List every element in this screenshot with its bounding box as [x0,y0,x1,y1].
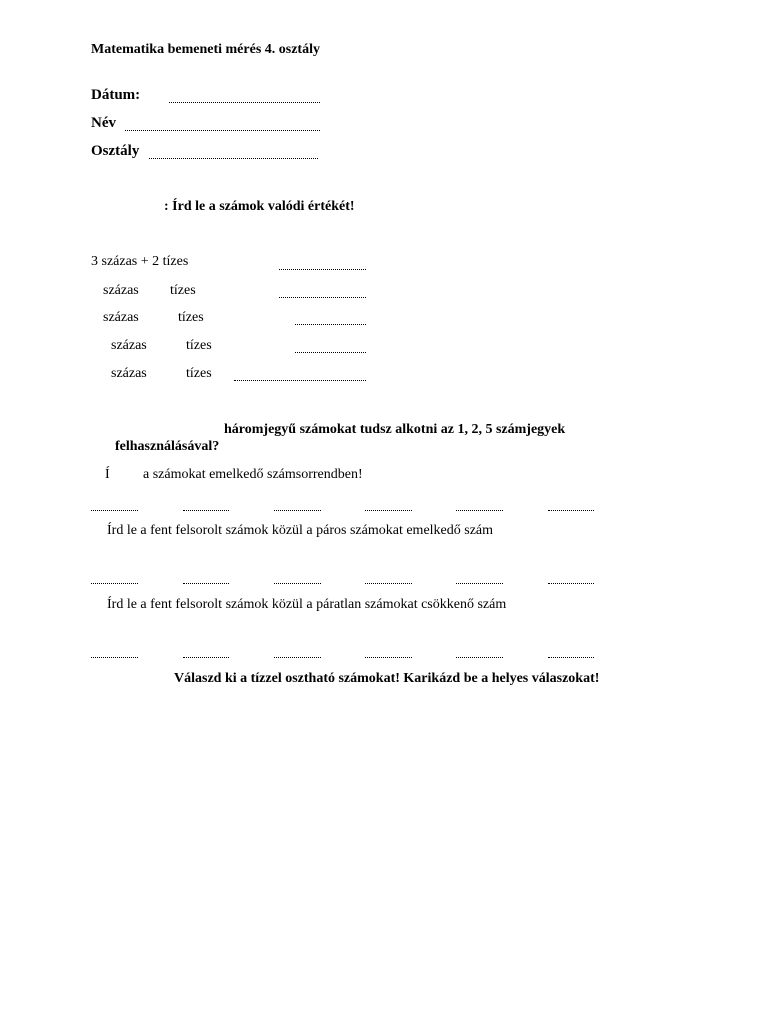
task2a-answer-2[interactable] [183,510,229,511]
task1-row4-hundreds: százas [111,338,147,353]
date-field[interactable] [169,102,320,103]
task2c-instruction: Írd le a fent felsorolt számok közül a páratlan számokat csökkenő szám [107,597,507,612]
task2-question-line2: felhasználásával? [115,439,220,454]
task2c-answer-5[interactable] [456,657,503,658]
page-title: Matematika bemeneti mérés 4. osztály [91,42,320,57]
task1-row2-answer[interactable] [279,297,366,298]
task2-question-line1: háromjegyű számokat tudsz alkotni az 1, 2, 5 számjegyek [224,422,566,437]
task2a-instruction: a számokat emelkedő számsorrendben! [143,467,363,482]
task2a-prefix: Í [105,467,110,482]
task2a-answer-6[interactable] [548,510,594,511]
task2c-answer-6[interactable] [548,657,594,658]
task1-row5-answer[interactable] [234,380,366,381]
task2c-answer-4[interactable] [365,657,412,658]
task3-instruction: Válaszd ki a tízzel osztható számokat! Karikázd be a helyes válaszokat! [174,671,600,686]
task2a-answer-5[interactable] [456,510,503,511]
task1-row1-answer[interactable] [279,269,366,270]
class-label: Osztály [91,143,140,159]
task2a-answer-1[interactable] [91,510,138,511]
name-label: Név [91,115,116,131]
task1-row2-hundreds: százas [103,283,139,298]
task1-row1-label: 3 százas + 2 tízes [91,254,189,269]
task1-row4-tens: tízes [186,338,212,353]
name-field[interactable] [125,130,320,131]
task2b-answer-5[interactable] [456,583,503,584]
task2b-answer-1[interactable] [91,583,138,584]
task2b-answer-6[interactable] [548,583,594,584]
task2c-answer-1[interactable] [91,657,138,658]
task1-row3-hundreds: százas [103,310,139,325]
date-label: Dátum: [91,87,141,103]
task2b-answer-2[interactable] [183,583,229,584]
task1-instruction: : Írd le a számok valódi értékét! [164,199,355,214]
class-field[interactable] [149,158,318,159]
task2a-answer-4[interactable] [365,510,412,511]
task2b-answer-3[interactable] [274,583,321,584]
task1-row4-answer[interactable] [295,352,366,353]
task1-row5-tens: tízes [186,366,212,381]
task1-row5-hundreds: százas [111,366,147,381]
task2a-answer-3[interactable] [274,510,321,511]
task1-row3-tens: tízes [178,310,204,325]
task2c-answer-2[interactable] [183,657,229,658]
task1-row3-answer[interactable] [295,324,366,325]
task1-row2-tens: tízes [170,283,196,298]
task2b-instruction: Írd le a fent felsorolt számok közül a páros számokat emelkedő szám [107,523,494,538]
task2b-answer-4[interactable] [365,583,412,584]
task2c-answer-3[interactable] [274,657,321,658]
